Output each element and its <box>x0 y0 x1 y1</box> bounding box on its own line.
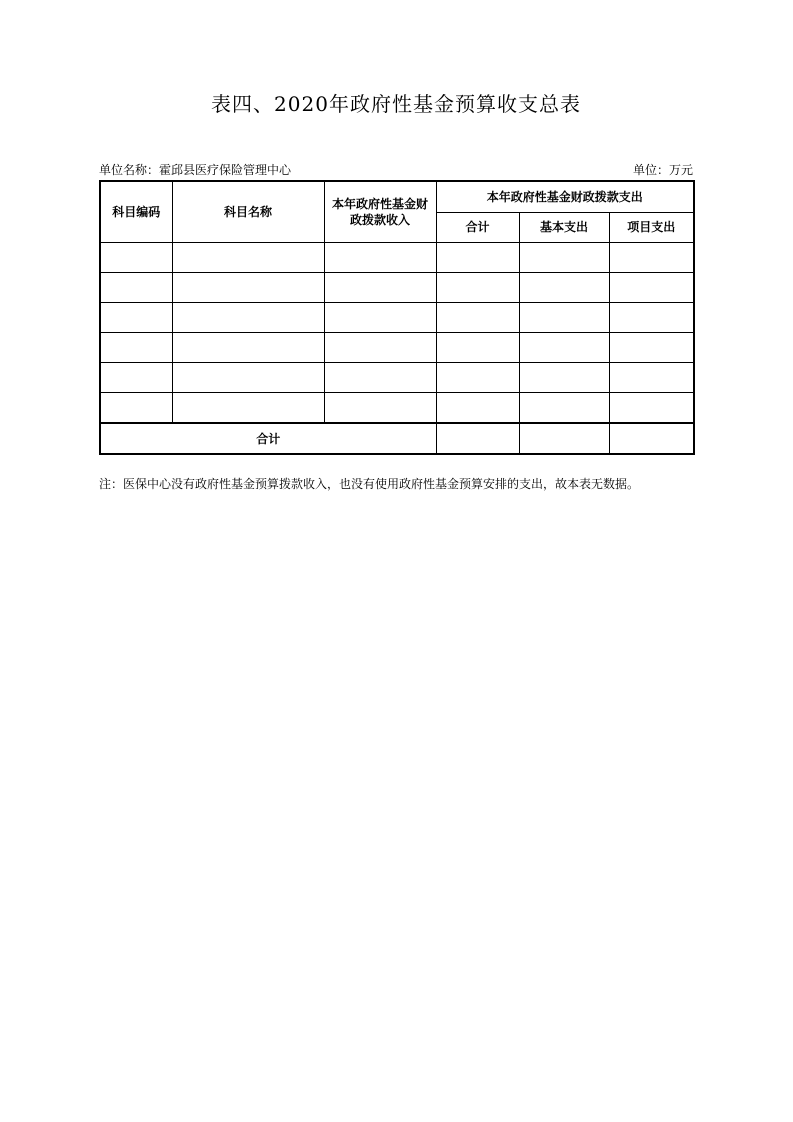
header-expense-basic: 基本支出 <box>519 212 609 243</box>
empty-cell <box>172 273 324 303</box>
total-row <box>100 423 694 454</box>
document-content <box>99 0 693 493</box>
table-header <box>100 181 694 243</box>
page-title: 表四、2020年政府性基金预算收支总表 <box>211 92 581 116</box>
unit-measure-label: 单位：万元 <box>632 163 693 177</box>
empty-cell <box>519 393 609 424</box>
empty-cell <box>436 243 519 273</box>
note-text: 注：医保中心没有政府性基金预算拨款收入，也没有使用政府性基金预算安排的支出，故本表无数据。 <box>99 477 640 491</box>
total-row-label: 合计 <box>100 423 436 454</box>
empty-cell <box>100 393 172 424</box>
empty-cell <box>519 273 609 303</box>
empty-cell <box>519 363 609 393</box>
empty-cell <box>609 393 694 424</box>
empty-cell <box>519 333 609 363</box>
empty-cell <box>609 273 694 303</box>
header-income: 本年政府性基金财政拨款收入 <box>324 181 436 243</box>
empty-cell <box>172 393 324 424</box>
empty-cell <box>172 333 324 363</box>
table-row <box>100 273 694 303</box>
empty-cell <box>519 303 609 333</box>
empty-cell <box>436 363 519 393</box>
header-row-1 <box>100 181 694 212</box>
empty-cell <box>436 303 519 333</box>
budget-table <box>99 180 695 455</box>
header-subject-name: 科目名称 <box>172 181 324 243</box>
empty-cell <box>324 333 436 363</box>
empty-cell <box>324 363 436 393</box>
empty-cell <box>436 423 519 454</box>
empty-cell <box>436 333 519 363</box>
empty-cell <box>324 393 436 424</box>
empty-cell <box>100 273 172 303</box>
empty-cell <box>609 333 694 363</box>
empty-cell <box>436 393 519 424</box>
empty-cell <box>324 243 436 273</box>
unit-name-label: 单位名称：霍邱县医疗保险管理中心 <box>99 163 292 177</box>
empty-cell <box>172 243 324 273</box>
meta-row <box>99 162 693 178</box>
empty-cell <box>609 423 694 454</box>
table-row <box>100 243 694 273</box>
table-row <box>100 333 694 363</box>
empty-cell <box>609 363 694 393</box>
empty-cell <box>100 243 172 273</box>
table-row <box>100 303 694 333</box>
empty-cell <box>436 273 519 303</box>
table-row <box>100 363 694 393</box>
empty-cell <box>609 303 694 333</box>
table-body <box>100 243 694 424</box>
empty-cell <box>609 243 694 273</box>
empty-cell <box>172 363 324 393</box>
empty-cell <box>172 303 324 333</box>
header-expense-total: 合计 <box>436 212 519 243</box>
empty-cell <box>519 243 609 273</box>
empty-cell <box>324 273 436 303</box>
header-subject-code: 科目编码 <box>100 181 172 243</box>
empty-cell <box>100 363 172 393</box>
table-footer <box>100 423 694 454</box>
table-row <box>100 393 694 424</box>
empty-cell <box>519 423 609 454</box>
empty-cell <box>100 303 172 333</box>
empty-cell <box>100 333 172 363</box>
empty-cell <box>324 303 436 333</box>
header-expense-project: 项目支出 <box>609 212 694 243</box>
header-expense-group: 本年政府性基金财政拨款支出 <box>436 181 694 212</box>
